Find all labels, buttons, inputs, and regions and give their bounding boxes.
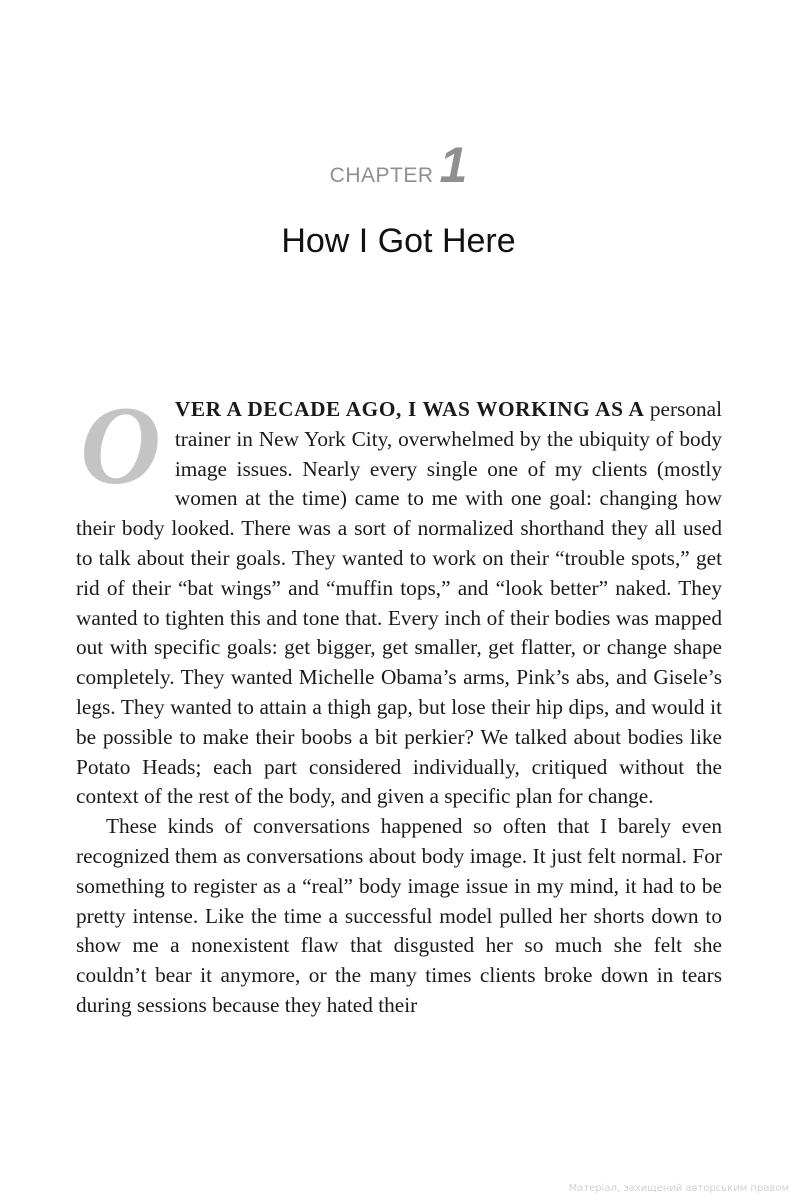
lead-in-caps: VER A DECADE AGO, I WAS WORKING AS A [174,397,645,421]
chapter-number: 1 [439,137,468,193]
paragraph-2: These kinds of conversations happened so often that I barely even recognized them as conversations about body image. It just felt normal. For something to register as a “real” body image issue in my mind, it had to be pretty intense. Like the time a successful model pulled her shorts down to show me a nonexistent flaw that disgusted her so much she felt she couldn’t bear it anymore, or the many times clients broke down in tears during sessions because they hated their [76,814,722,1017]
body-text [76,384,722,1021]
chapter-label [0,137,797,193]
paragraph-1 [76,384,722,812]
chapter-title: How I Got Here [281,222,516,260]
drop-cap: O [80,384,161,508]
copyright-watermark: Матеріал, захищений авторським правом [568,1183,789,1194]
chapter-word: CHAPTER [329,164,434,187]
paragraph-1-text: personal trainer in New York City, overwhelmed by the ubiquity of body image issues. Nearly every single one of my clients (mostly women at the time) came to me with one goal: changing how their body looked. There was a sort of normalized shorthand they all used to talk about their goals. They wanted to work on their “trouble spots,” get rid of their “bat wings” and “muffin tops,” and “look better” naked. They wanted to tighten this and tone that. Every inch of their bodies was mapped out with specific goals: get bigger, get smaller, get flatter, or change shape completely. They wanted Michelle Obama’s arms, Pink’s abs, and Gisele’s legs. They wanted to attain a thigh gap, but lose their hip dips, and would it be possible to make their boobs a bit perkier? We talked about bodies like Potato Heads; each part considered individually, critiqued without the context of the rest of the body, and given a specific plan for change. [76,397,722,809]
